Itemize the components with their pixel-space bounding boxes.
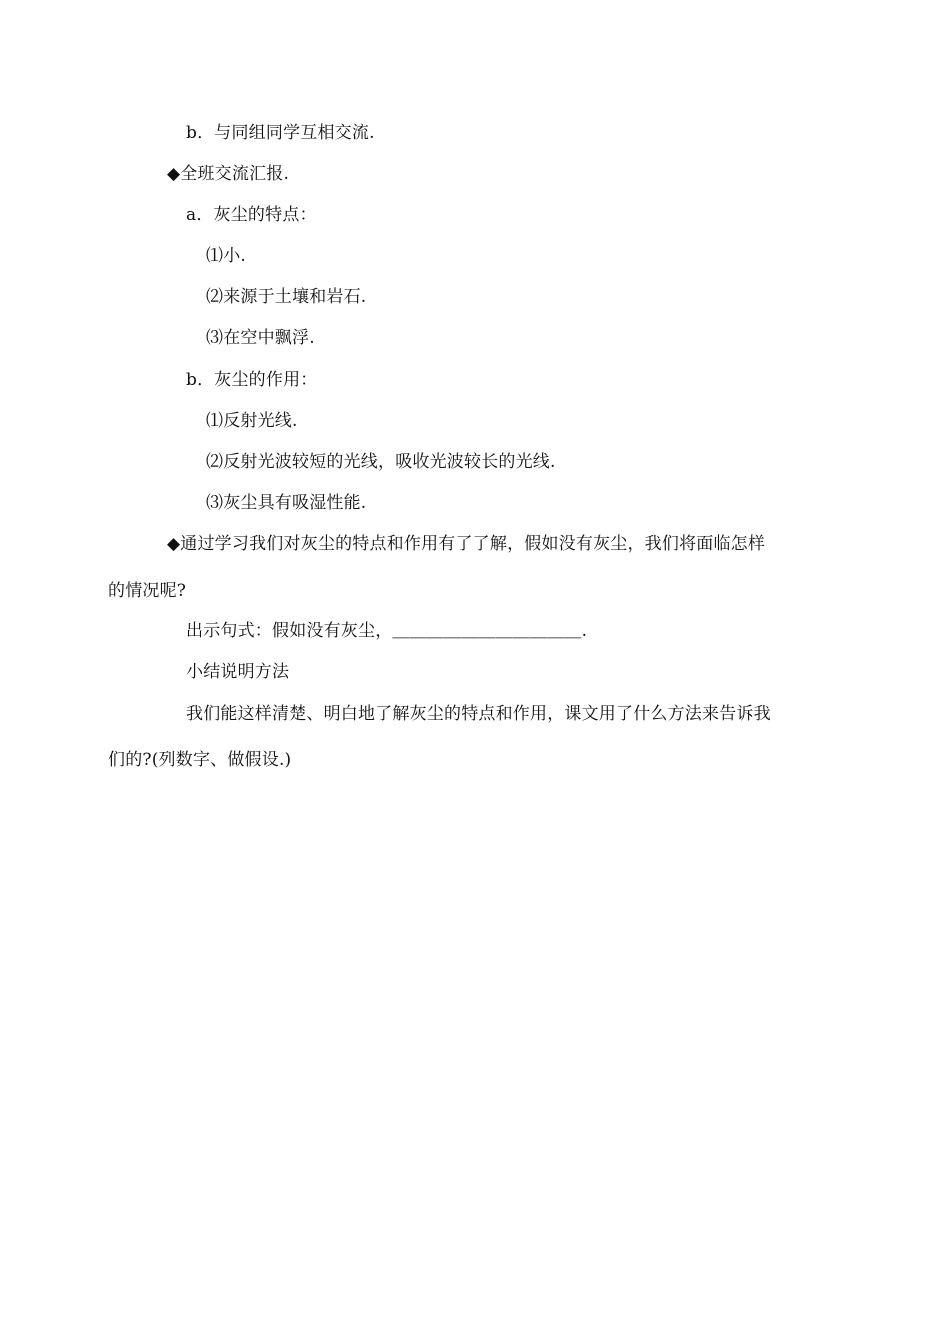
text-line-summary-question: 我们能这样清楚、明白地了解灰尘的特点和作用，课文用了什么方法来告诉我 — [186, 704, 771, 724]
text-line-summary-heading: 小结说明方法 — [186, 662, 290, 682]
text-line-sentence-pattern: 出示句式：假如没有灰尘，＿＿＿＿＿＿＿＿＿＿＿. — [186, 621, 588, 641]
text-line-dust-uses-heading: b．灰尘的作用： — [186, 370, 318, 390]
text-line-use-3: ⑶灰尘具有吸湿性能. — [206, 493, 367, 513]
text-line-class-report: ◆全班交流汇报. — [167, 164, 290, 184]
text-line-summary-answer: 们的?(列数字、做假设.) — [108, 750, 292, 770]
text-line-feature-2: ⑵来源于土壤和岩石. — [206, 287, 367, 307]
text-line-use-2: ⑵反射光波较短的光线，吸收光波较长的光线. — [206, 452, 556, 472]
text-line-feature-3: ⑶在空中飘浮. — [206, 328, 315, 348]
text-line-use-1: ⑴反射光线. — [206, 411, 298, 431]
text-line-dust-features-heading: a．灰尘的特点： — [186, 205, 317, 225]
text-line-question-cont: 的情况呢? — [108, 581, 187, 601]
text-line-discuss-group: b．与同组同学互相交流. — [186, 123, 375, 143]
text-line-feature-1: ⑴小. — [206, 246, 247, 266]
text-line-question: ◆通过学习我们对灰尘的特点和作用有了了解，假如没有灰尘，我们将面临怎样 — [167, 534, 766, 554]
